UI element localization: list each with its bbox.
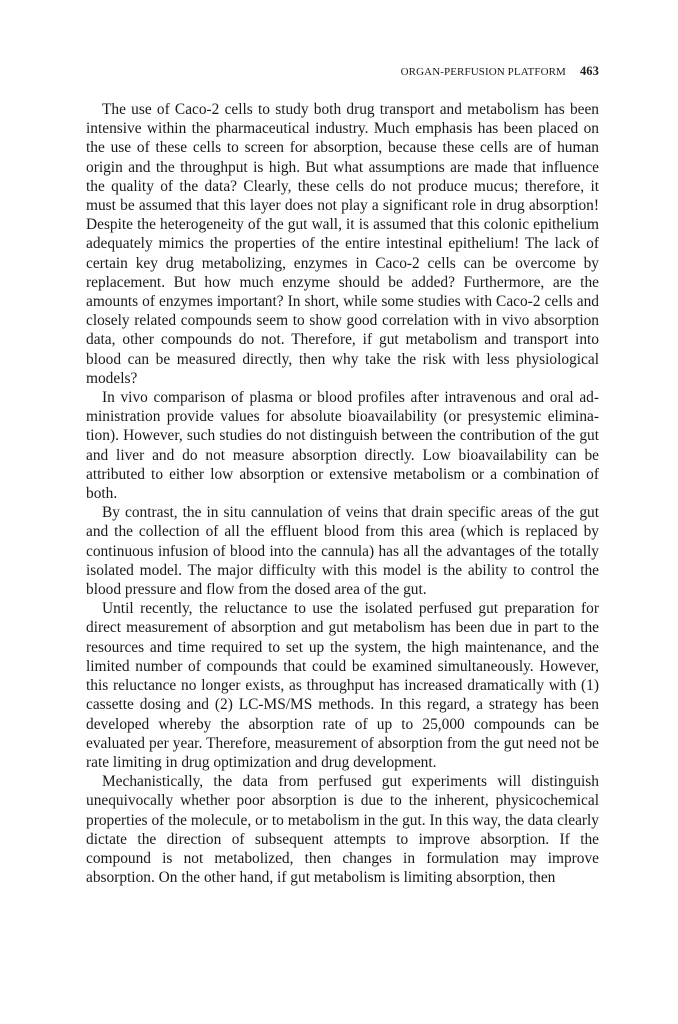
page-number: 463 [579, 64, 599, 78]
paragraph-in-vivo-comparison: In vivo comparison of plasma or blood profiles after intravenous and oral administration provide values for absolute bioavailability (or presystemic elimination). However, such studies do not distinguish between the contribution of the gut and liver and do not measure absorption directly. Low bioavailability can be attributed to either low absorption or extensive metabolism or a combination of both. [86, 389, 599, 503]
body-text [86, 100, 599, 887]
paragraph-mechanistically: Mechanistically, the data from perfused gut experiments will distinguish unequivocally whether poor absorption is due to the inherent, physicochemical properties of the molecule, or to metabolism in the gut. In this way, the data clearly dictate the direction of subsequent attempts to improve absorption. If the compound is not metabolized, then changes in formulation may improve absorption. On the other hand, if gut metabolism is limiting absorption, then [86, 773, 599, 887]
running-head-title: ORGAN-PERFUSION PLATFORM [400, 66, 566, 78]
paragraph-caco2-cells: The use of Caco-2 cells to study both drug transport and metabolism has been intensive within the pharmaceutical industry. Much emphasis has been placed on the use of these cells to screen for absorption, because these cells are of human origin and the throughput is high. But what assumptions are made that influence the quality of the data? Clearly, these cells do not produce mucus; therefore, it must be assumed that this layer does not play a significant role in drug absorption! Despite the heterogeneity of the gut wall, it is assumed that this colonic epithelium adequately mimics the properties of the entire intestinal epithelium! The lack of certain key drug metabolizing, enzymes in Caco-2 cells can be overcome by replacement. But how much enzyme should be added? Furthermore, are the amounts of enzymes important? In short, while some studies with Caco-2 cells and closely related compounds seem to show good correlation with in vivo absorption data, other compounds do not. Therefore, if gut metabolism and transport into blood can be measured directly, then why take the risk with less physiological models? [86, 101, 599, 387]
paragraph-isolated-perfused-gut: Until recently, the reluctance to use the isolated perfused gut preparation for direct measurement of absorption and gut metabolism has been due in part to the resources and time required to set up the system, the high maintenance, and the limited number of compounds that could be examined simultaneously. However, this reluctance no longer exists, as throughput has increased dramatically with (1) cassette dosing and (2) LC-MS/MS methods. In this regard, a strategy has been developed whereby the absorption rate of up to 25,000 compounds can be evaluated per year. Therefore, measurement of absorption from the gut need not be rate limiting in drug optimization and drug development. [86, 600, 599, 771]
paragraph-in-situ-cannulation: By contrast, the in situ cannulation of veins that drain specific areas of the gut and the collection of all the effluent blood from this area (which is replaced by continuous infusion of blood into the cannula) has all the advantages of the totally isolated model. The major difficulty with this model is the ability to control the blood pressure and flow from the dosed area of the gut. [86, 504, 599, 599]
running-head [86, 64, 599, 79]
